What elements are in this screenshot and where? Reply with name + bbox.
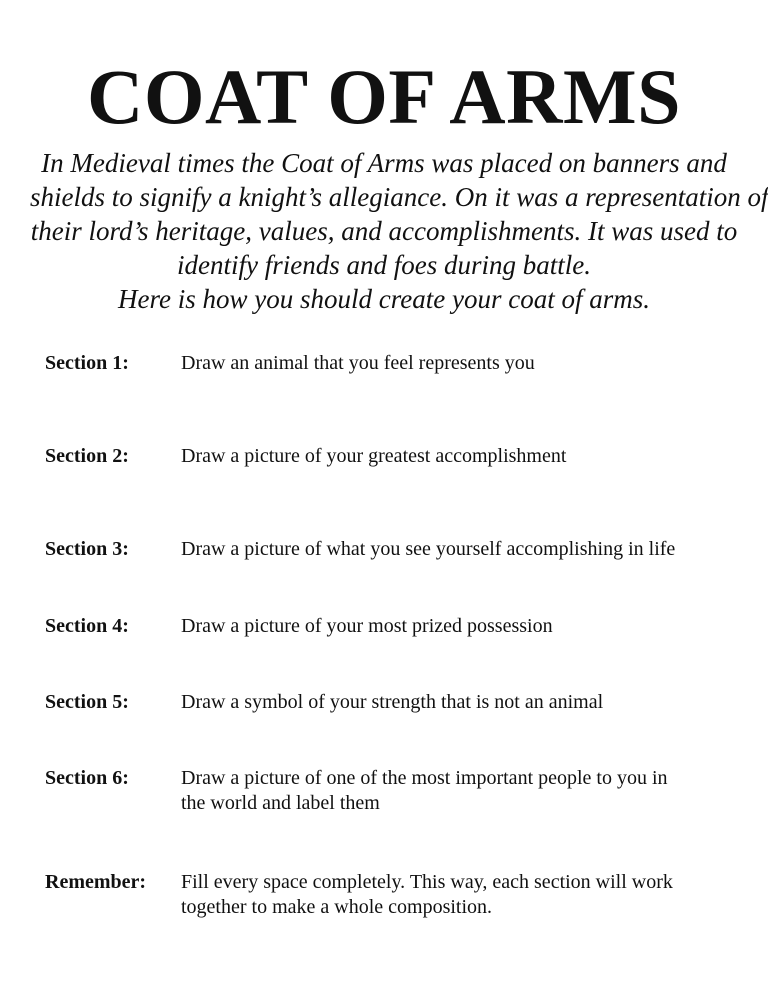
remember-instruction xyxy=(181,870,729,920)
instruction-line: Draw a picture of your most prized possession xyxy=(181,615,553,637)
intro-line: In Medieval times the Coat of Arms was placed on banners and xyxy=(41,148,727,178)
intro-line: their lord’s heritage, values, and accomplishments. It was used to xyxy=(30,216,738,246)
instruction-line: Draw a symbol of your strength that is not an animal xyxy=(181,691,604,713)
remember-label: Remember: xyxy=(45,871,147,893)
section-instruction xyxy=(181,690,729,715)
page-title: COAT OF ARMS xyxy=(87,53,681,140)
section-instruction xyxy=(181,444,729,469)
instruction-line: together to make a whole composition. xyxy=(181,896,493,918)
section-label: Section 2: xyxy=(45,445,129,467)
section-instruction xyxy=(181,537,729,562)
section-label: Section 5: xyxy=(45,691,129,713)
section-label: Section 1: xyxy=(45,352,129,374)
instruction-line: Draw an animal that you feel represents you xyxy=(181,352,535,374)
intro-line: identify friends and foes during battle. xyxy=(177,250,591,280)
section-label: Section 6: xyxy=(45,767,129,789)
section-label: Section 3: xyxy=(45,538,129,560)
instruction-line: Draw a picture of one of the most important people to you in xyxy=(181,767,668,789)
instruction-line: Draw a picture of your greatest accomplishment xyxy=(181,445,567,467)
section-instruction xyxy=(181,351,729,376)
instruction-line: Fill every space completely. This way, each section will work xyxy=(181,871,673,893)
intro-line: shields to signify a knight’s allegiance. On it was a representation of xyxy=(30,182,768,212)
instruction-line: Draw a picture of what you see yourself accomplishing in life xyxy=(181,538,676,560)
section-instruction xyxy=(181,766,729,816)
intro-line: Here is how you should create your coat of arms. xyxy=(118,284,650,314)
section-label: Section 4: xyxy=(45,615,129,637)
instruction-line: the world and label them xyxy=(181,792,380,814)
section-instruction xyxy=(181,614,729,639)
